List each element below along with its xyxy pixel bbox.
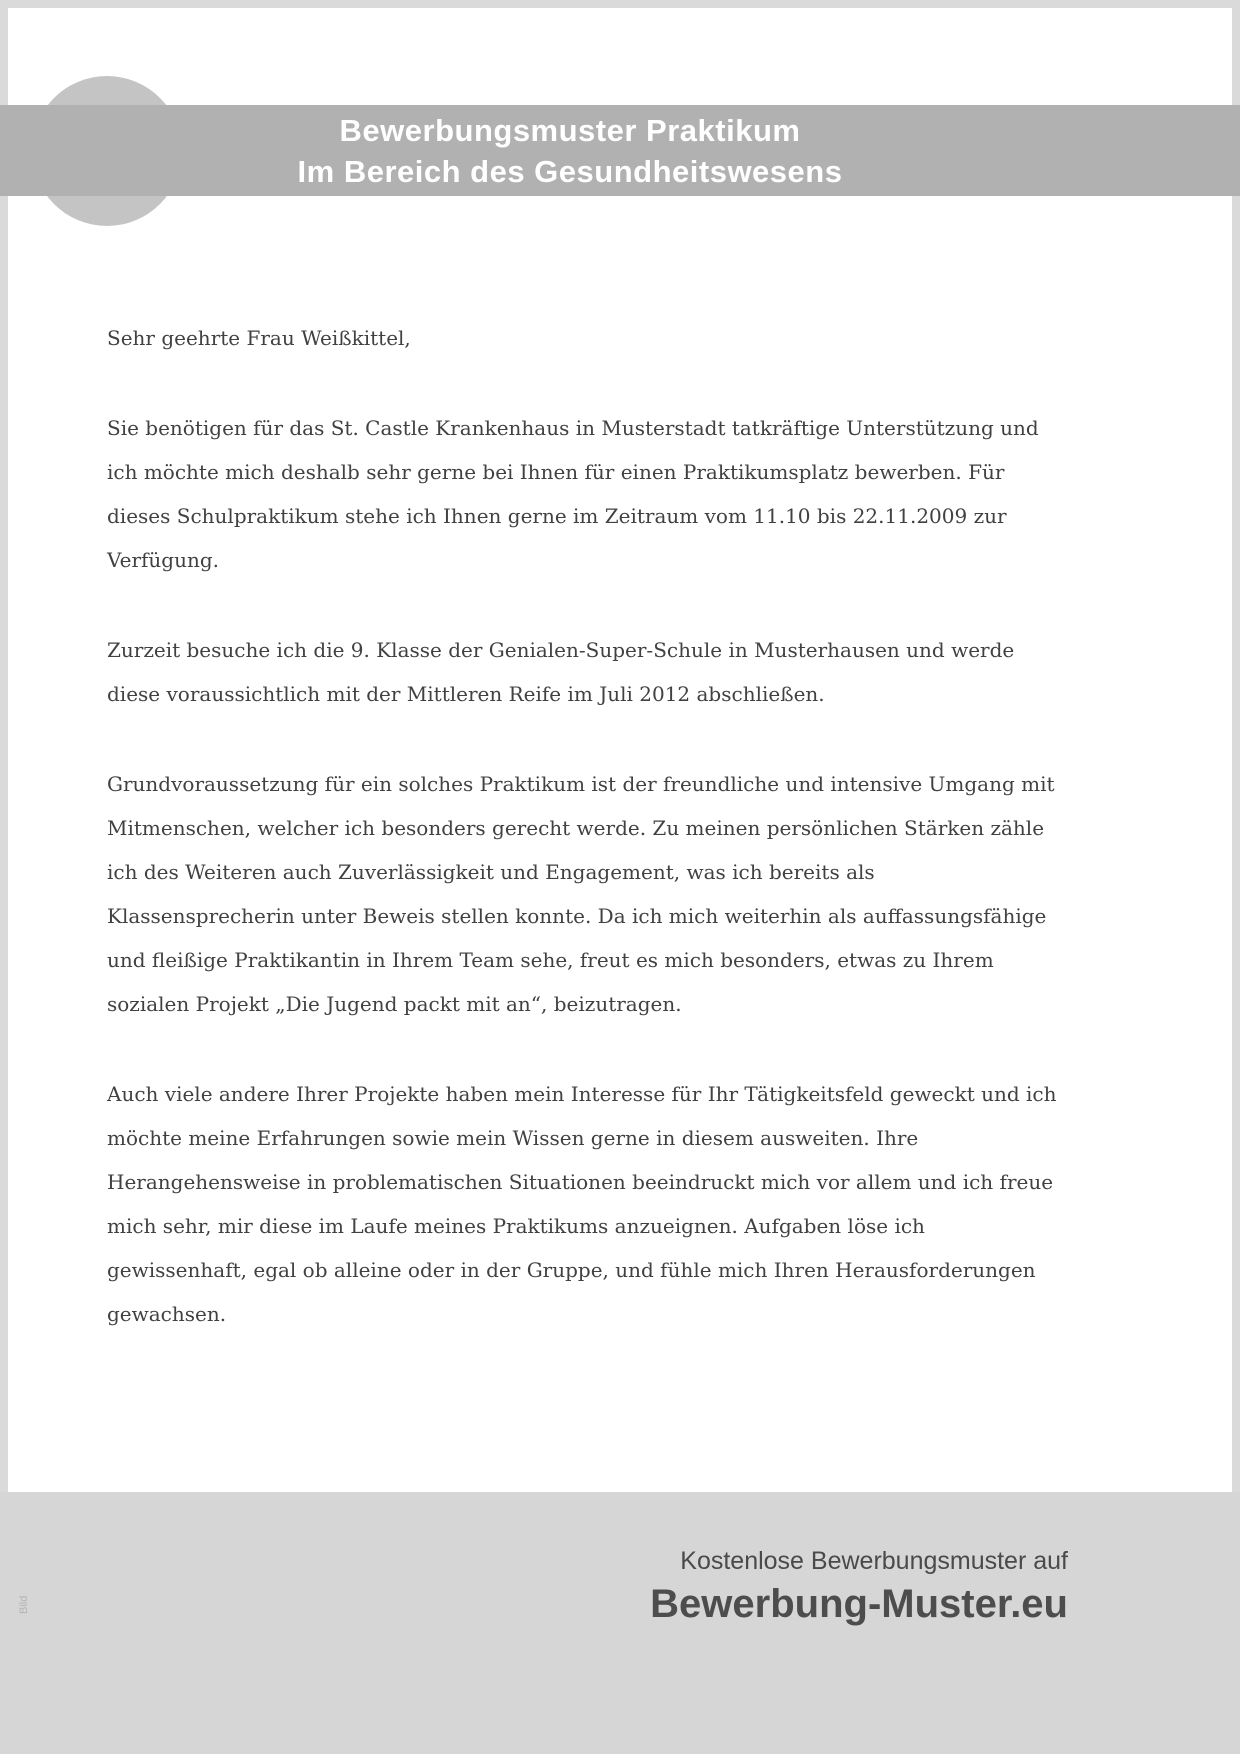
header-band	[0, 105, 1240, 196]
letter-paragraph: Auch viele andere Ihrer Projekte haben mein Interesse für Ihr Tätigkeitsfeld geweckt und ich möchte meine Erfahrungen sowie mein Wissen gerne in diesem ausweiten. Ihre Herangehensweise in problematischen Situationen beeindruckt mich vor allem und ich freue mich sehr, mir diese im Laufe meines Praktikums anzueignen. Aufgaben löse ich gewissenhaft, egal ob alleine oder in der Gruppe, und fühle mich Ihren Herausforderungen gewachsen.	[107, 1082, 1057, 1326]
salutation: Sehr geehrte Frau Weißkittel,	[107, 326, 411, 350]
footer-tagline: Kostenlose Bewerbungsmuster auf	[680, 1547, 1068, 1575]
side-watermark-label: Bild	[18, 1595, 30, 1614]
letter-paragraph: Zurzeit besuche ich die 9. Klasse der Genialen-Super-Schule in Musterhausen und werde diese voraussichtlich mit der Mittleren Reife im Juli 2012 abschließen.	[107, 638, 1015, 706]
letter-body	[107, 316, 1067, 1382]
footer-brand: Bewerbung-Muster.eu	[650, 1582, 1068, 1626]
letter-paragraph: Grundvoraussetzung für ein solches Praktikum ist der freundliche und intensive Umgang mit Mitmenschen, welcher ich besonders gerecht werde. Zu meinen persönlichen Stärken zähle ich des Weiteren auch Zuverlässigkeit und Engagement, was ich bereits als Klassensprecherin unter Beweis stellen konnte. Da ich mich weiterhin als auffassungsfähige und fleißige Praktikantin in Ihrem Team sehe, freut es mich besonders, etwas zu Ihrem sozialen Projekt „Die Jugend packt mit an“, beizutragen.	[107, 772, 1055, 1016]
footer-band	[0, 1492, 1240, 1754]
page-title-line1: Bewerbungsmuster Praktikum	[339, 112, 801, 148]
letter-paragraph: Sie benötigen für das St. Castle Krankenhaus in Musterstadt tatkräftige Unterstützung und ich möchte mich deshalb sehr gerne bei Ihnen für einen Praktikumsplatz bewerben. Für dieses Schulpraktikum stehe ich Ihnen gerne im Zeitraum vom 11.10 bis 22.11.2009 zur Verfügung.	[107, 416, 1039, 572]
page-title-line2: Im Bereich des Gesundheitswesens	[297, 153, 843, 189]
